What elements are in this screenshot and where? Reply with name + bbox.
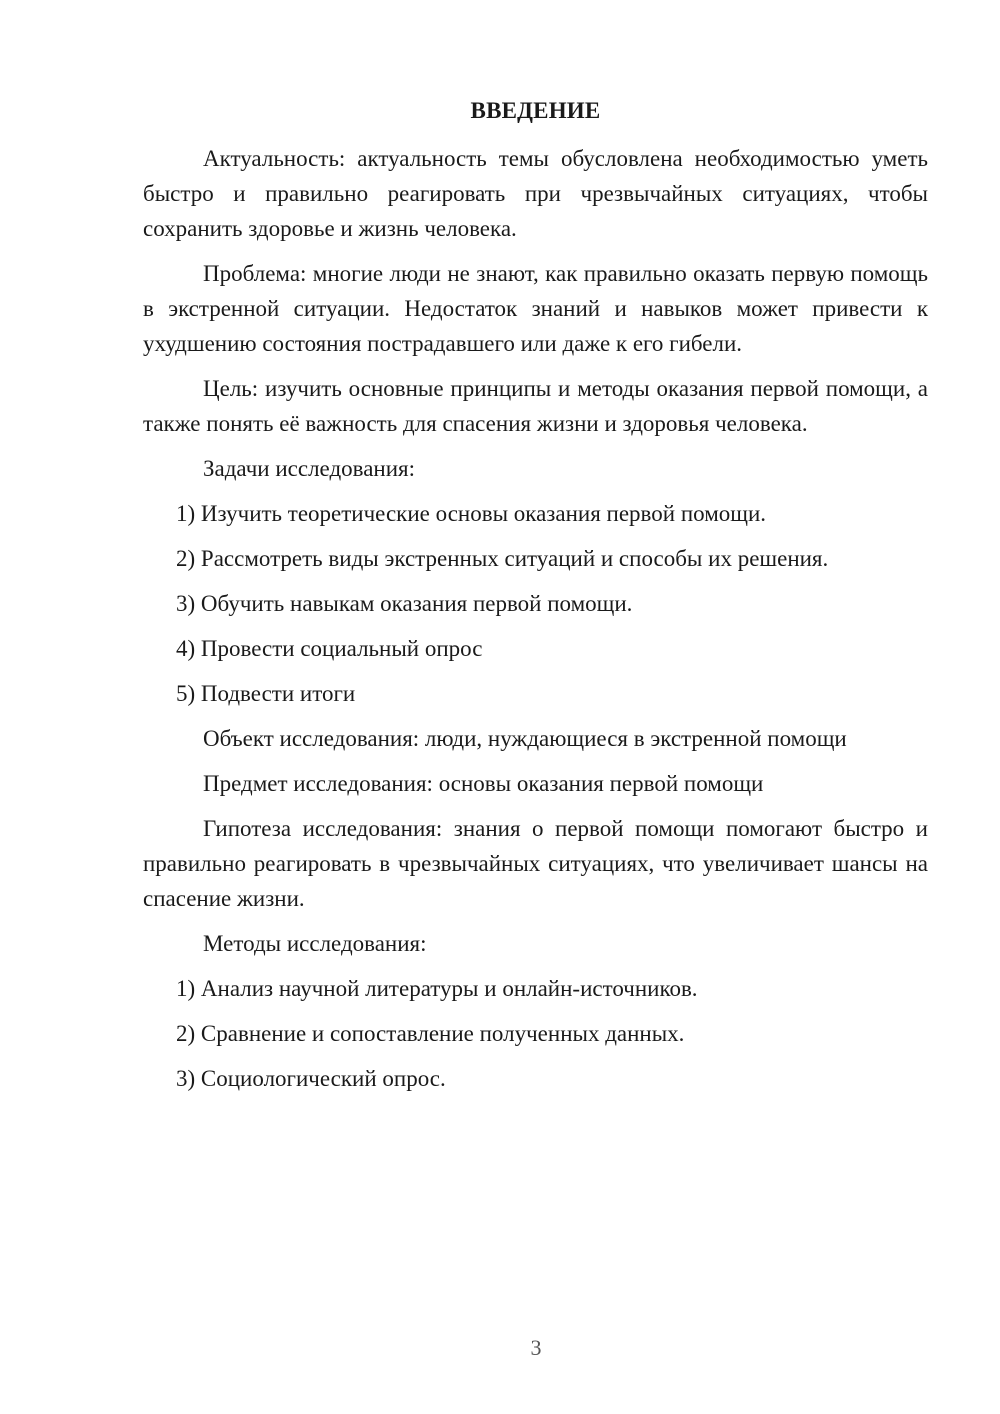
methods-heading: Методы исследования: [203, 931, 427, 956]
list-item: 2) Рассмотреть виды экстренных ситуаций и способы их решения. [176, 546, 829, 571]
paragraph-hypothesis: Гипотеза исследования: знания о первой помощи помогают быстро и правильно реагировать в чрезвычайных ситуациях, что увеличивает шансы на спасение жизни. [143, 816, 928, 911]
methods-list [143, 971, 928, 1096]
tasks-heading: Задачи исследования: [203, 456, 416, 481]
paragraph-problem: Проблема: многие люди не знают, как правильно оказать первую помощь в экстренной ситуации. Недостаток знаний и навыков может привести к ухудшению состояния пострадавшего или даже к его гибели. [143, 261, 928, 356]
list-item: 3) Обучить навыкам оказания первой помощи. [176, 591, 633, 616]
page-title: ВВЕДЕНИЕ [470, 98, 601, 123]
paragraph-goal: Цель: изучить основные принципы и методы оказания первой помощи, а также понять её важность для спасения жизни и здоровья человека. [143, 376, 928, 436]
tasks-list [143, 496, 928, 711]
list-item: 4) Провести социальный опрос [176, 636, 483, 661]
list-item: 5) Подвести итоги [176, 681, 356, 706]
list-item: 1) Анализ научной литературы и онлайн-источников. [176, 976, 698, 1001]
paragraph-object: Объект исследования: люди, нуждающиеся в экстренной помощи [203, 726, 847, 751]
list-item: 1) Изучить теоретические основы оказания первой помощи. [176, 501, 767, 526]
document-body [143, 141, 928, 1106]
page-number: 3 [530, 1335, 542, 1360]
paragraph-subject: Предмет исследования: основы оказания первой помощи [203, 771, 764, 796]
list-item: 3) Социологический опрос. [176, 1066, 446, 1091]
list-item: 2) Сравнение и сопоставление полученных данных. [176, 1021, 685, 1046]
paragraph-relevance: Актуальность: актуальность темы обусловлена необходимостью уметь быстро и правильно реагировать при чрезвычайных ситуациях, чтобы сохранить здоровье и жизнь человека. [143, 146, 928, 241]
